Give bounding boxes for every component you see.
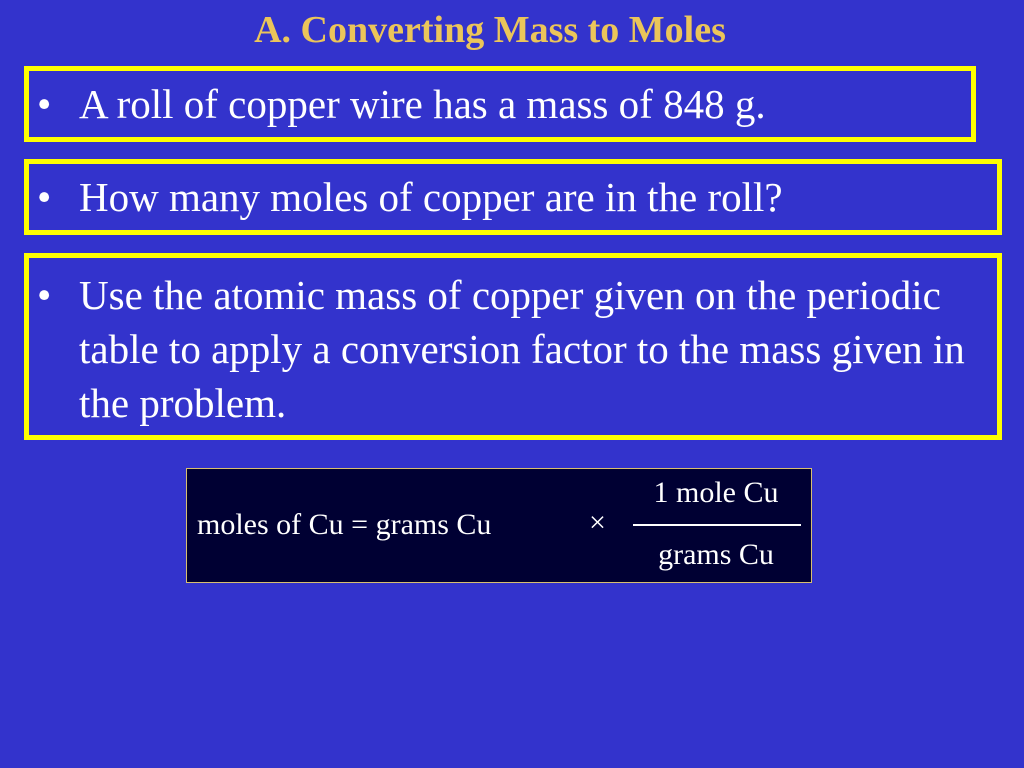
bullet-box-question [24, 159, 1002, 235]
bullet-text-mass: A roll of copper wire has a mass of 848 g. [79, 81, 766, 127]
bullet-text-question: How many moles of copper are in the roll? [79, 174, 783, 220]
multiply-operator: × [589, 506, 606, 539]
fraction-bar [633, 524, 801, 526]
slide-title: A. Converting Mass to Moles [254, 9, 726, 51]
bullet-text-instruction: Use the atomic mass of copper given on the periodic table to apply a conversion factor to the mass given in the problem. [79, 272, 965, 426]
bullet-box-mass [24, 66, 976, 142]
bullet-marker: • [37, 174, 52, 220]
conversion-formula [186, 468, 812, 583]
fraction-numerator: 1 mole Cu [653, 476, 779, 509]
formula-left-side: moles of Cu = grams Cu [197, 508, 492, 541]
bullet-marker: • [37, 81, 52, 127]
fraction-denominator: grams Cu [658, 538, 774, 571]
bullet-marker: • [37, 272, 52, 318]
bullet-box-instruction [24, 253, 1002, 440]
